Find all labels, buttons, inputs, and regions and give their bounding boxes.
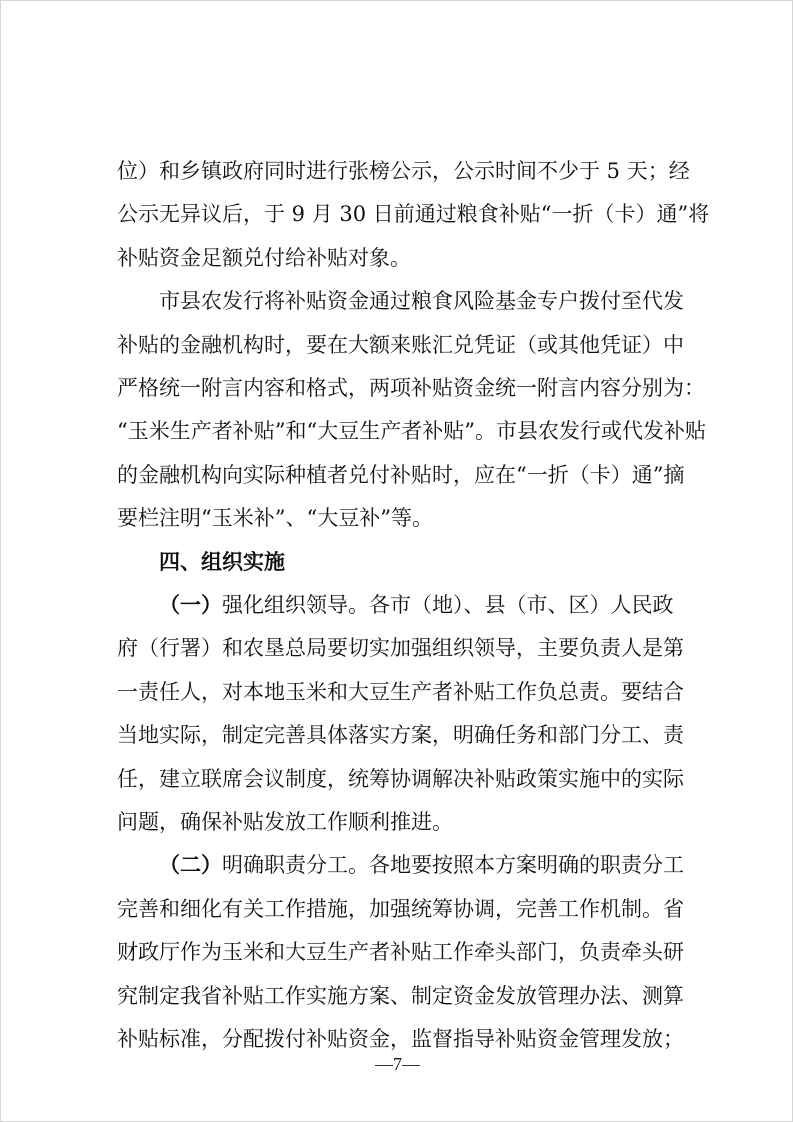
body-line: 市县农发行将补贴资金通过粮食风险基金专户拨付至代发 [159, 289, 684, 314]
body-line: 问题，确保补贴发放工作顺利推进。 [117, 810, 453, 834]
sub-heading: （二） [159, 853, 222, 878]
body-line: 当地实际，制定完善具体落实方案，明确任务和部门分工、责 [117, 723, 684, 748]
body-line: 府（行署）和农垦总局要切实加强组织领导，主要负责人是第 [117, 636, 684, 661]
body-line: 补贴的金融机构时，要在大额来账汇兑凭证（或其他凭证）中 [117, 332, 684, 357]
body-line: 补贴标准，分配拨付补贴资金，监督指导补贴资金管理发放； [117, 1027, 684, 1051]
body-line: 位）和乡镇政府同时进行张榜公示，公示时间不少于 5 天；经 [117, 159, 690, 183]
body-line: 完善和细化有关工作措施，加强统筹协调，完善工作机制。省 [117, 896, 684, 921]
sub-heading: （一） [159, 593, 222, 617]
body-line: 公示无异议后，于 9 月 30 日前通过粮食补贴“一折（卡）通”将 [117, 202, 710, 227]
body-line: 任，建立联席会议制度，统筹协调解决补贴政策实施中的实际 [117, 766, 684, 791]
body-line: “玉米生产者补贴”和“大豆生产者补贴”。市县农发行或代发补贴 [117, 419, 706, 444]
body-line-text: 明确职责分工。各地要按照本方案明确的职责分工 [222, 853, 684, 878]
body-line: 要栏注明“玉米补”、“大豆补”等。 [117, 506, 433, 531]
body-line: 财政厅作为玉米和大豆生产者补贴工作牵头部门，负责牵头研 [117, 940, 684, 965]
body-line: 的金融机构向实际种植者兑付补贴时，应在“一折（卡）通”摘 [117, 462, 685, 487]
section-heading: 四、组织实施 [159, 549, 285, 574]
body-line: 一责任人，对本地玉米和大豆生产者补贴工作负总责。要结合 [117, 679, 684, 704]
page-number: —7— [375, 1054, 420, 1074]
body-line-text: 强化组织领导。各市（地）、县（市、区）人民政 [222, 593, 674, 617]
body-line: 究制定我省补贴工作实施方案、制定资金发放管理办法、测算 [117, 983, 684, 1008]
body-line: 严格统一附言内容和格式，两项补贴资金统一附言内容分别为： [117, 376, 705, 400]
body-line: 补贴资金足额兑付给补贴对象。 [117, 245, 411, 270]
body-line [159, 591, 674, 619]
body-line [159, 851, 684, 879]
